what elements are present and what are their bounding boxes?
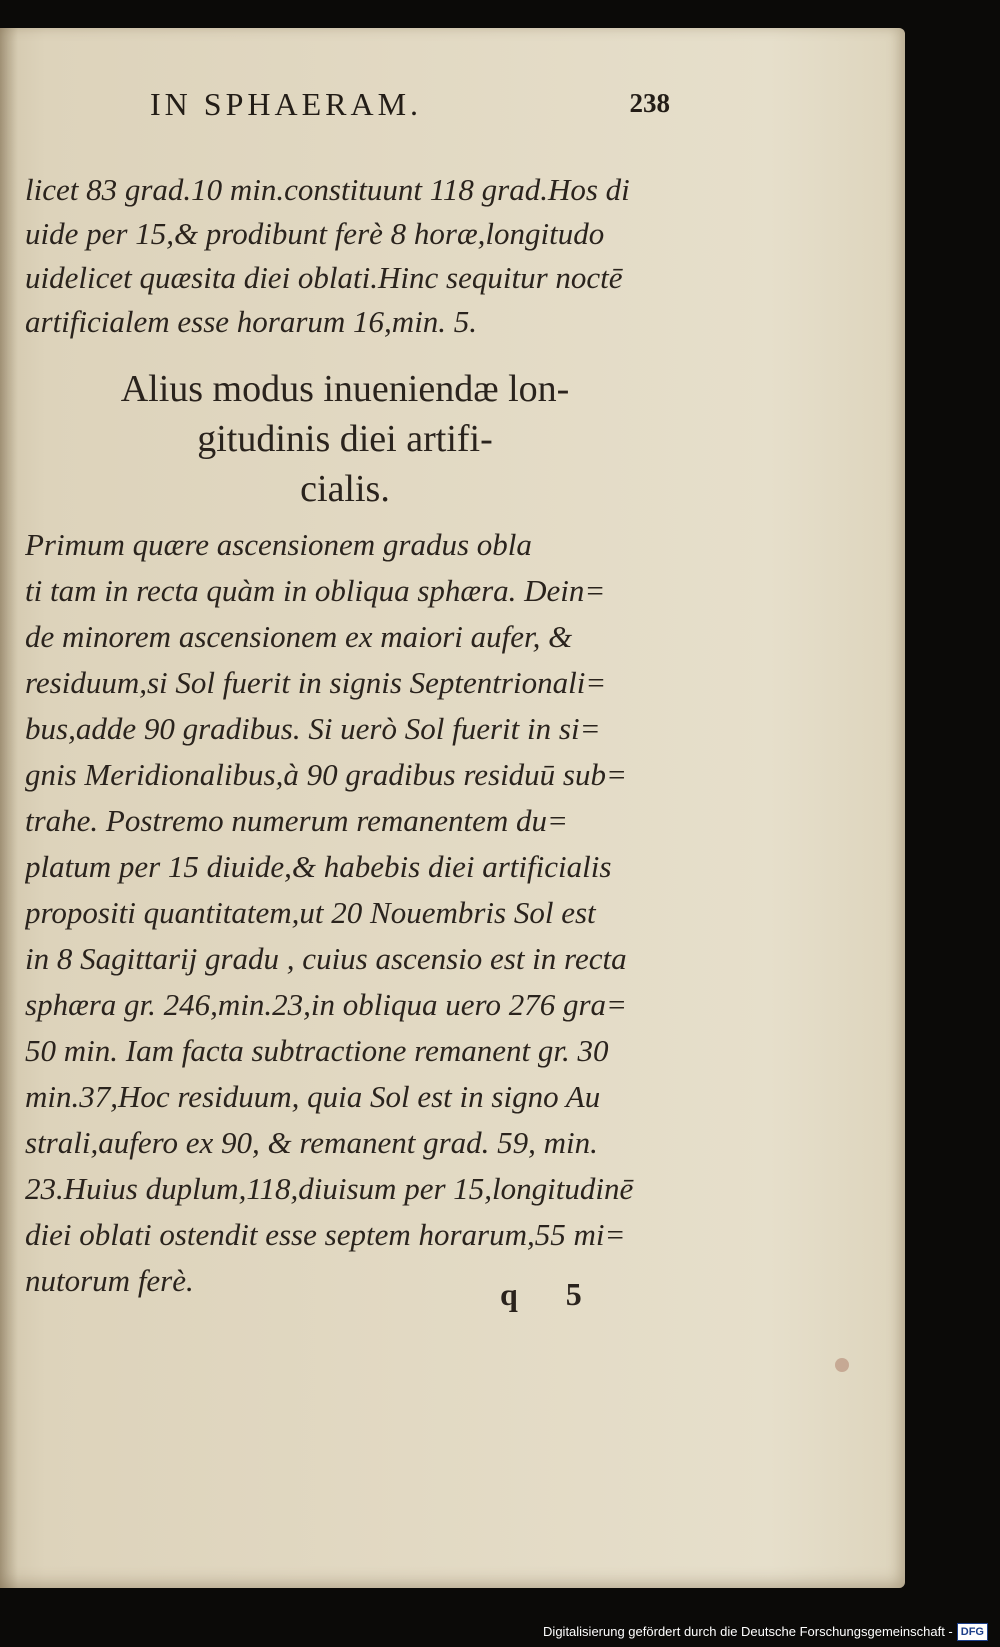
text-line: gnis Meridionalibus,à 90 gradibus residuū sub= (25, 757, 627, 792)
text-line: diei oblati ostendit esse septem horarum,55 mi= (25, 1217, 626, 1252)
text-line: 23.Huius duplum,118,diuisum per 15,longitudinē (25, 1171, 634, 1206)
digitization-credit (543, 1621, 988, 1643)
signature-mark: q 5 (500, 1276, 602, 1312)
credit-text: Digitalisierung gefördert durch die Deutsche Forschungsgemeinschaft - (543, 1624, 953, 1639)
text-line: in 8 Sagittarij gradu , cuius ascensio est in recta (25, 941, 627, 976)
text-line: artificialem esse horarum 16,min. 5. (25, 304, 478, 339)
text-line: Primum quære ascensionem gradus obla (25, 527, 532, 562)
text-line: 50 min. Iam facta subtractione remanent gr. 30 (25, 1033, 609, 1068)
text-line: propositi quantitatem,ut 20 Nouembris Sol est (25, 895, 596, 930)
text-line: strali,aufero ex 90, & remanent grad. 59, min. (25, 1125, 598, 1160)
text-line: sphæra gr. 246,min.23,in obliqua uero 276 gra= (25, 987, 627, 1022)
running-head-title: IN SPHAERAM. (150, 86, 423, 122)
text-line: uide per 15,& prodibunt ferè 8 horæ,longitudo (25, 216, 605, 251)
page-number: 238 (629, 88, 670, 118)
running-head (150, 86, 670, 123)
heading-line: gitudinis diei artifi- (197, 418, 493, 460)
dfg-logo[interactable]: DFG (957, 1623, 988, 1641)
heading-line: Alius modus inueniendæ lon- (120, 368, 570, 410)
text-line: de minorem ascensionem ex maiori aufer, & (25, 619, 573, 654)
text-line: ti tam in recta quàm in obliqua sphæra. Dein= (25, 573, 606, 608)
text-line: residuum,si Sol fuerit in signis Septentrionali= (25, 665, 607, 700)
text-line: uidelicet quæsita diei oblati.Hinc sequitur noctē (25, 260, 623, 295)
paragraph-main (25, 522, 665, 1304)
text-line: nutorum ferè. (25, 1263, 194, 1298)
text-line: trahe. Postremo numerum remanentem du= (25, 803, 568, 838)
text-line: bus,adde 90 gradibus. Si uerò Sol fuerit in si= (25, 711, 601, 746)
text-line: licet 83 grad.10 min.constituunt 118 grad.Hos di (25, 172, 630, 207)
text-line: min.37,Hoc residuum, quia Sol est in signo Au (25, 1079, 601, 1114)
heading-line: cialis. (300, 468, 390, 510)
book-page (0, 28, 905, 1588)
text-line: platum per 15 diuide,& habebis diei artificialis (25, 849, 612, 884)
paragraph-continued (25, 168, 665, 344)
section-heading (40, 364, 650, 514)
paper-stain (835, 1358, 849, 1372)
